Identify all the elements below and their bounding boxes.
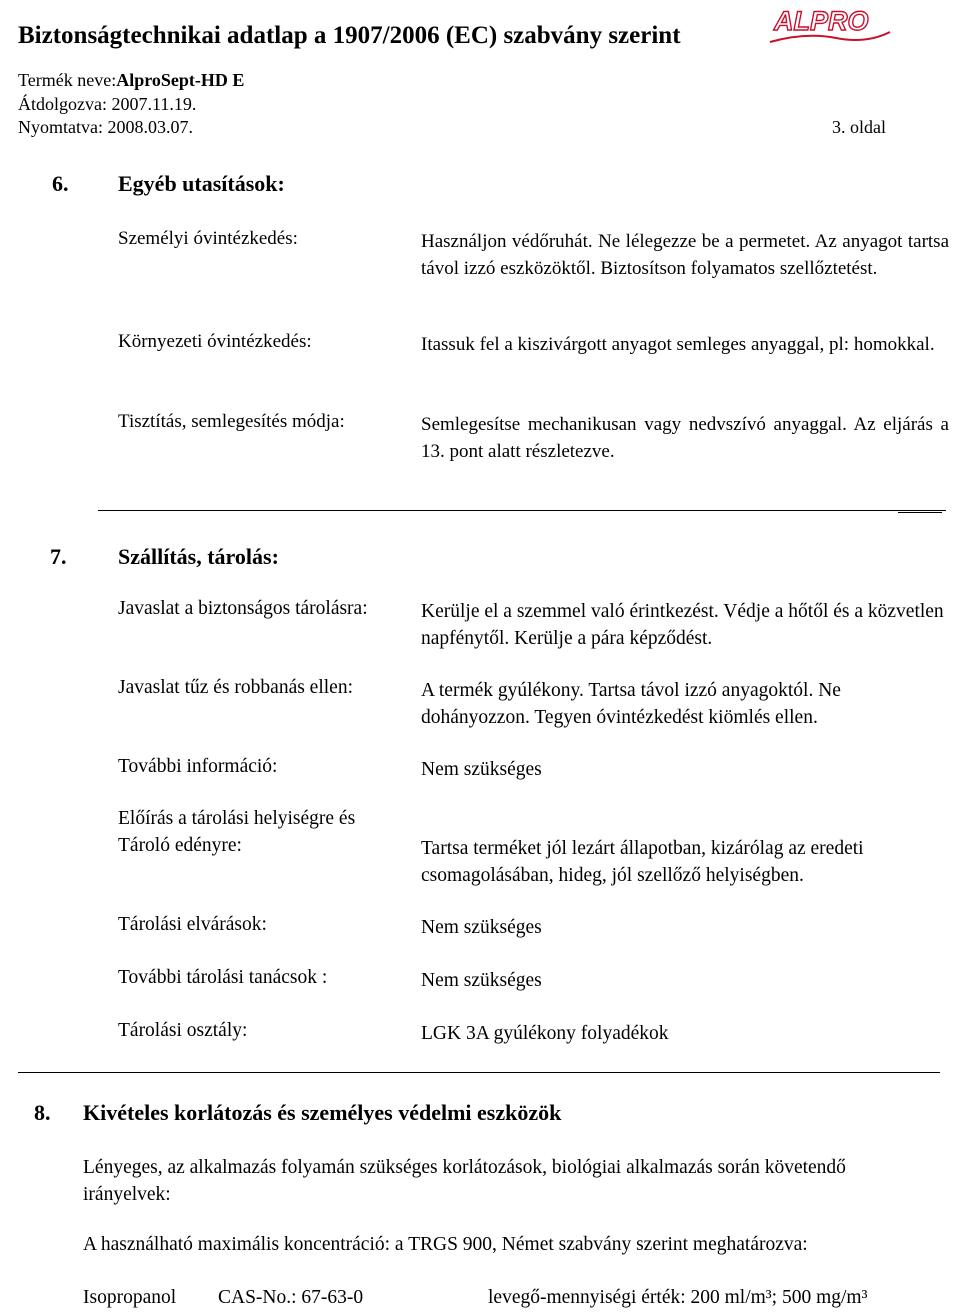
- section7-row-value: A termék gyúlékony. Tartsa távol izzó anyagoktól. Ne dohányozzon. Tegyen óvintézkedést kiömlés ellen.: [421, 680, 841, 728]
- section8-intro: Lényeges, az alkalmazás folyamán szükséges korlátozások, biológiai alkalmazás során követendő irányelvek:: [83, 1157, 846, 1205]
- section6-row-value: Itassuk fel a kiszivárgott anyagot semleges anyaggal, pl: homokkal.: [421, 334, 935, 355]
- section6-title: Egyéb utasítások:: [118, 171, 285, 196]
- section6-row-value: Használjon védőruhát. Ne lélegezze be a permetet. Az anyagot tartsa távol izzó eszközöktől. Biztosítson folyamatos szellőztetést.: [421, 231, 949, 279]
- logo-text: ALPRO: [774, 6, 869, 36]
- page-number: 3. oldal: [832, 117, 886, 137]
- section7-row-value: Nem szükséges: [421, 759, 542, 780]
- revised-date: Átdolgozva: 2007.11.19.: [18, 94, 197, 114]
- product-label: Termék neve:: [18, 70, 117, 90]
- section7-row-value: Nem szükséges: [421, 917, 542, 938]
- section-divider-short: [898, 512, 942, 513]
- substance-name: Isopropanol: [83, 1287, 177, 1308]
- document-title: Biztonságtechnikai adatlap a 1907/2006 (EC) szabvány szerint: [18, 22, 681, 49]
- section6-row-label: Személyi óvintézkedés:: [118, 228, 298, 249]
- section8-title: Kivételes korlátozás és személyes védelmi eszközök: [83, 1100, 562, 1125]
- section7-row-label-line2: Tároló edényre:: [118, 835, 242, 856]
- section7-row-label: További tárolási tanácsok :: [118, 967, 328, 988]
- section-divider: [98, 510, 946, 511]
- section-divider: [18, 1072, 940, 1073]
- printed-date: Nyomtatva: 2008.03.07.: [18, 117, 193, 137]
- cas-number: CAS-No.: 67-63-0: [218, 1287, 364, 1308]
- section7-title: Szállítás, tárolás:: [118, 544, 279, 569]
- alpro-logo: [766, 2, 894, 46]
- section8-max-concentration: A használható maximális koncentráció: a TRGS 900, Német szabvány szerint meghatározva:: [83, 1234, 808, 1255]
- product-name-line: [18, 70, 244, 91]
- product-name: AlproSept-HD E: [116, 70, 245, 90]
- section7-row-value: Kerülje el a szemmel való érintkezést. Védje a hőtől és a közvetlen napfénytől. Kerülje a pára képződést.: [421, 601, 944, 649]
- exposure-limit: levegő-mennyiségi érték: 200 ml/m³; 500 mg/m³: [488, 1287, 868, 1308]
- section8-number: 8.: [34, 1100, 51, 1125]
- section6-row-value: Semlegesítse mechanikusan vagy nedvszívó anyaggal. Az eljárás a 13. pont alatt részletezve.: [421, 414, 949, 462]
- section7-row-label: Tárolási osztály:: [118, 1020, 248, 1041]
- section7-row-value: Tartsa terméket jól lezárt állapotban, kizárólag az eredeti csomagolásában, hideg, jól szellőző helyiségben.: [421, 838, 864, 886]
- section7-number: 7.: [50, 544, 67, 569]
- section7-row-label: Tárolási elvárások:: [118, 914, 267, 935]
- section7-row-value: LGK 3A gyúlékony folyadékok: [421, 1023, 669, 1044]
- section6-number: 6.: [52, 171, 69, 196]
- section6-row-label: Környezeti óvintézkedés:: [118, 331, 312, 352]
- section7-row-label: Javaslat a biztonságos tárolásra:: [118, 598, 368, 619]
- section7-row-value: Nem szükséges: [421, 970, 542, 991]
- section7-row-label: További információ:: [118, 756, 278, 777]
- section6-row-label: Tisztítás, semlegesítés módja:: [118, 411, 345, 432]
- section7-row-label-line1: Előírás a tárolási helyiségre és: [118, 808, 356, 829]
- section7-row-label: Javaslat tűz és robbanás ellen:: [118, 677, 353, 698]
